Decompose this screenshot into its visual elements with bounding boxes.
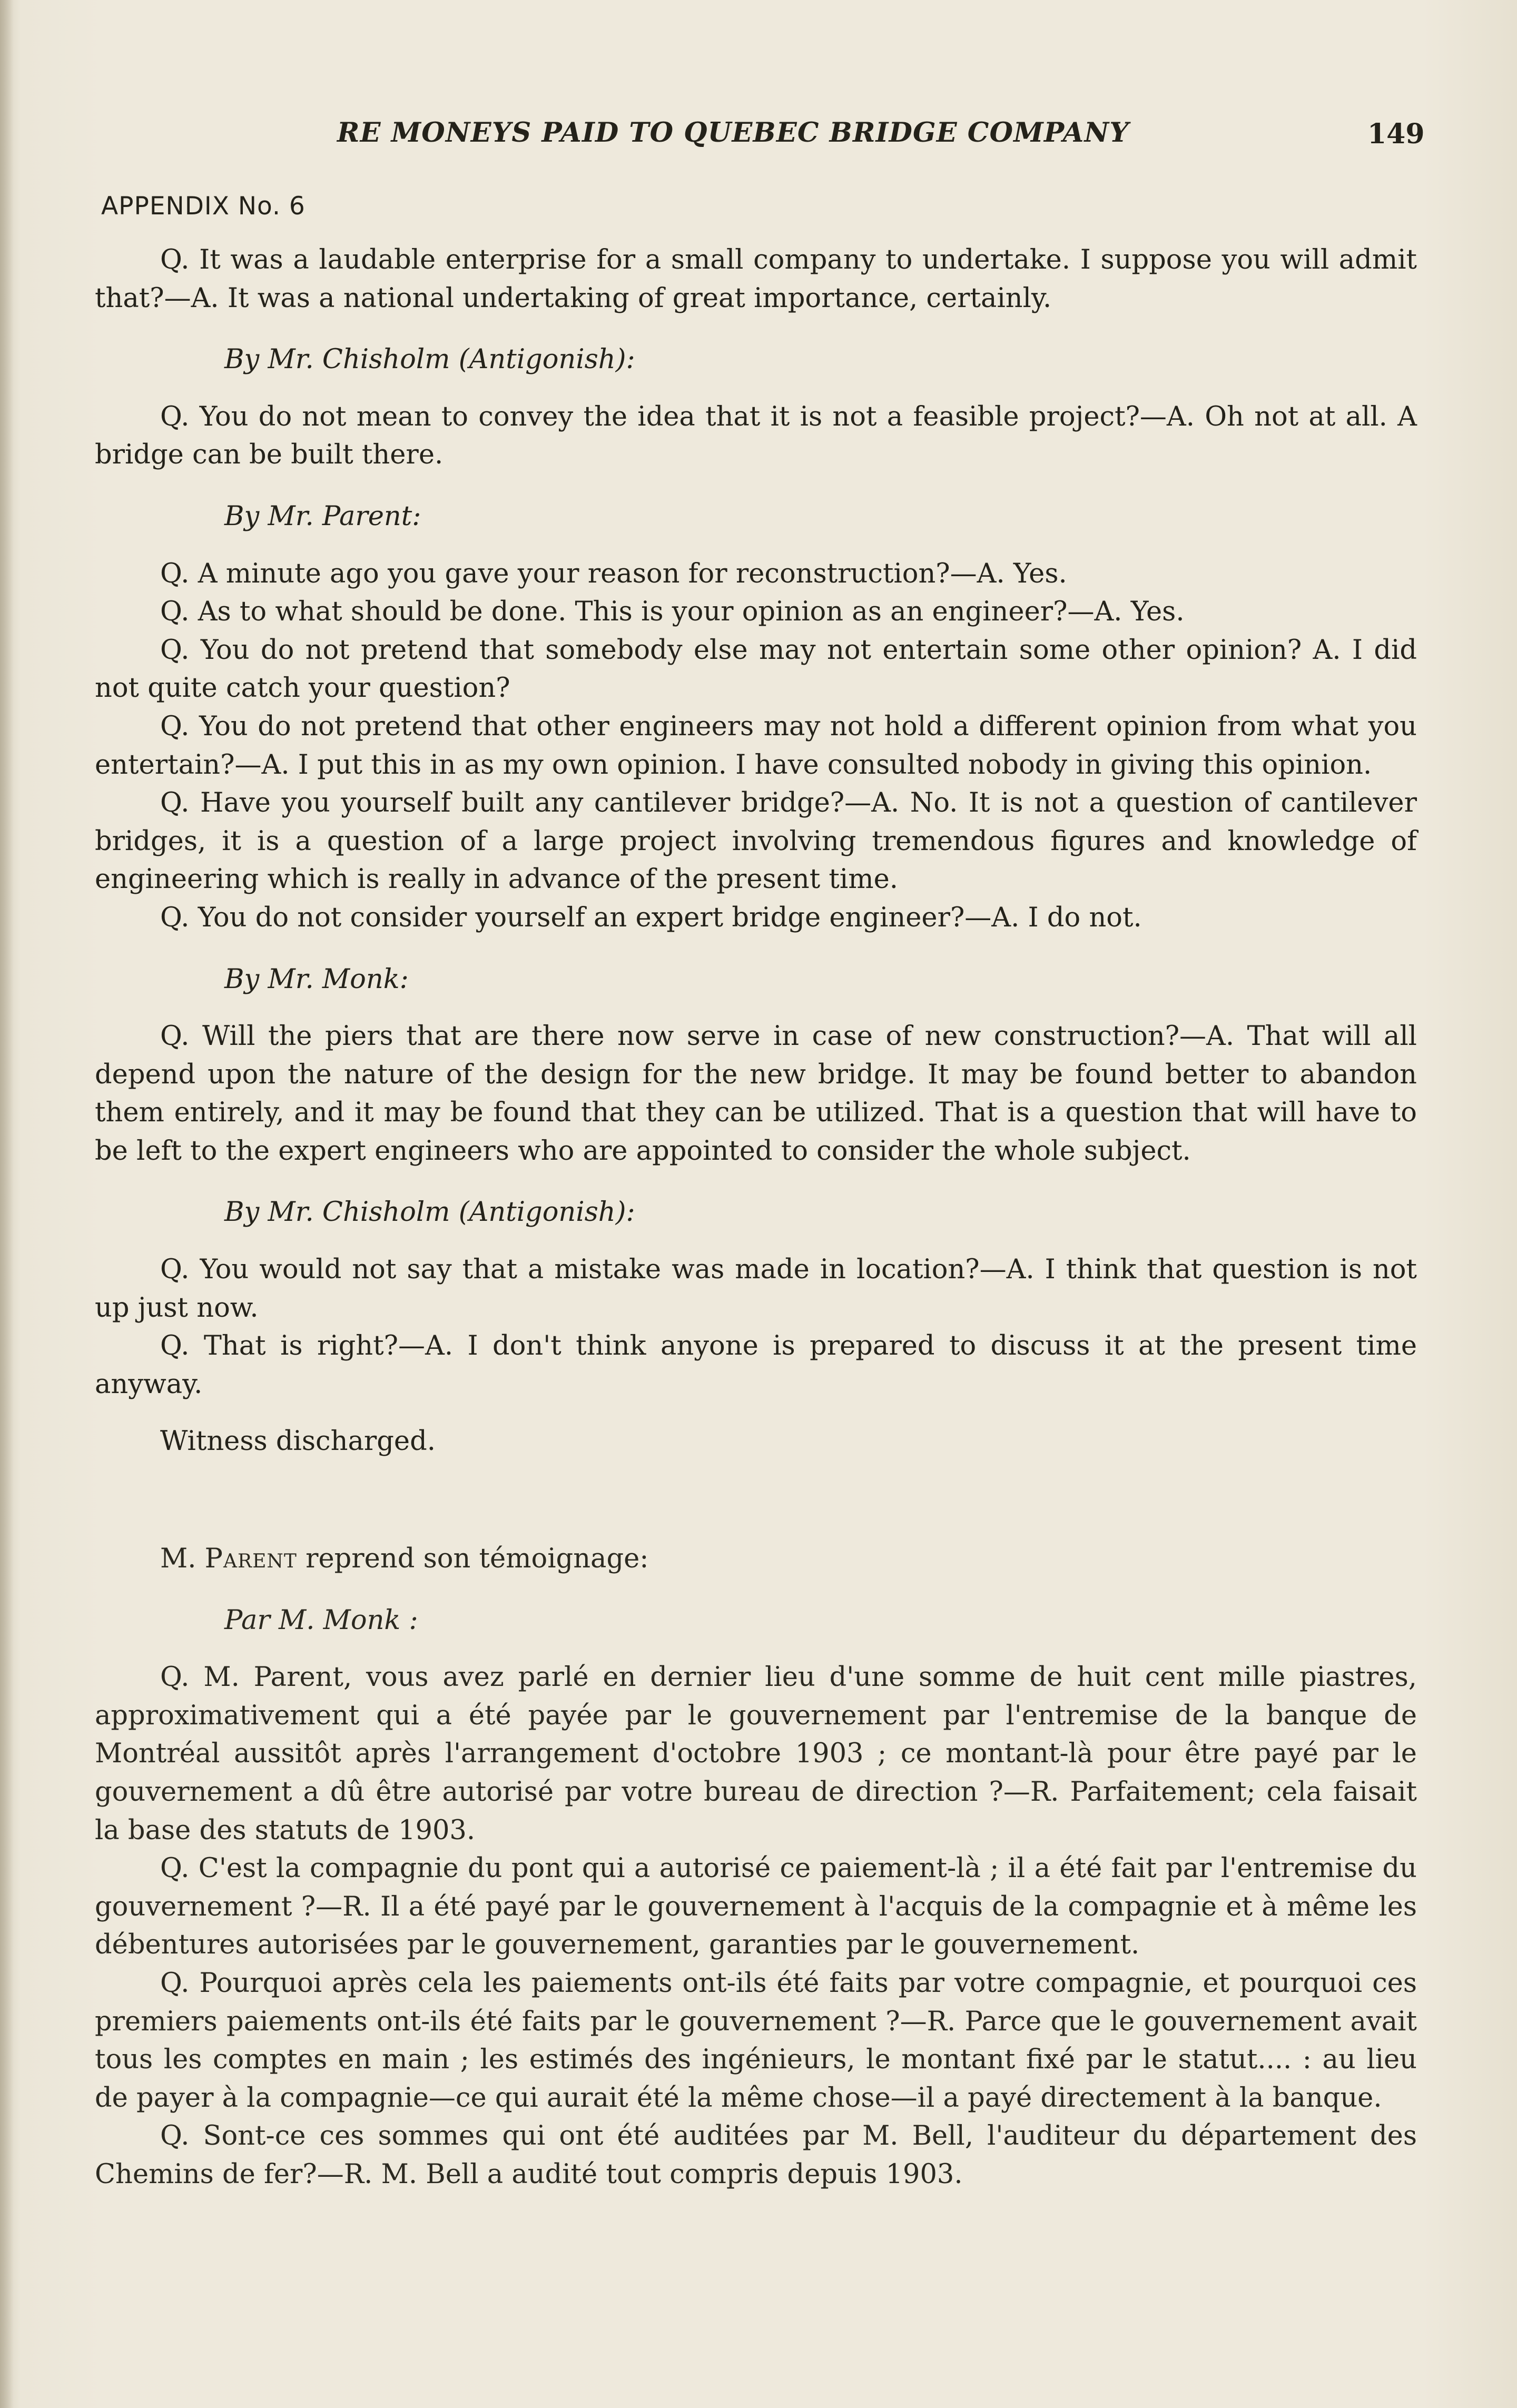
paragraph: Q. You would not say that a mistake was made in location?—A. I think that question is not up just now. [95,1254,1417,1324]
paragraph: Q. That is right?—A. I don't think anyone is prepared to discuss it at the present time anyway. [95,1330,1417,1400]
paragraph: Q. You do not pretend that somebody else may not entertain some other opinion? A. I did not quite catch your question? [95,634,1417,704]
paragraph: Q. C'est la compagnie du pont qui a autorisé ce paiement-là ; il a été fait par l'entremise du gouvernement ?—R. Il a été payé par le gouvernement à l'acquis de la compagnie et à même les débentures autorisées par le gouvernement, garanties par le gouvernement. [95,1853,1417,1961]
paragraph: Q. M. Parent, vous avez parlé en dernier lieu d'une somme de huit cent mille piastres, approximativement qui a été payée par le gouvernement par l'entremise de la banque de Montréal aussitôt après l'arrangement d'octobre 1903 ; ce montant-là pour être payé par le gouvernement a dû être autorisé par votre bureau de direction ?—R. Parfaitement; cela faisait la base des statuts de 1903. [95,1662,1417,1846]
page-number: 149 [1367,118,1425,150]
speaker-heading: By Mr. Parent: [224,500,421,532]
paragraph: Q. Sont-ce ces sommes qui ont été auditées par M. Bell, l'auditeur du département des Chemins de fer?—R. M. Bell a audité tout compris depuis 1903. [95,2120,1417,2190]
appendix-label: APPENDIX No. 6 [101,192,306,221]
paragraph: Q. Pourquoi après cela les paiements ont-ils été faits par votre compagnie, et pourquoi ces premiers paiements ont-ils été faits par le gouvernement ?—R. Parce que le gouvernement avait tous les comptes en main ; les estimés des ingénieurs, le montant fixé par le statut.... : au lieu de payer à la compagnie—ce qui aurait été la même chose—il a payé directement à la banque. [95,1967,1417,2114]
speaker-heading: By Mr. Chisholm (Antigonish): [224,344,635,376]
witness-discharged-note: Witness discharged. [160,1426,436,1457]
running-title: RE MONEYS PAID TO QUEBEC BRIDGE COMPANY [337,117,1129,149]
paragraph: Q. As to what should be done. This is your opinion as an engineer?—A. Yes. [160,596,1185,628]
paragraph: Q. You do not consider yourself an expert bridge engineer?—A. I do not. [160,902,1142,933]
binding-shadow [0,0,14,2408]
resume-heading [95,1540,1417,1578]
section-gap [95,1461,1417,1540]
paragraph: Q. Have you yourself built any cantilever bridge?—A. No. It is not a question of cantilever bridges, it is a question of a large project involving tremendous figures and knowledge of engineering which is really in advance of the present time. [95,787,1417,895]
french-section [95,1540,1417,2194]
paragraph: Q. Will the piers that are there now serve in case of new construction?—A. That will all depend upon the nature of the design for the new bridge. It may be found better to abandon them entirely, and it may be found that they can be utilized. That is a question that will have to be left to the expert engineers who are appointed to consider the whole subject. [95,1021,1417,1167]
resume-prefix: M. [160,1543,196,1575]
paragraph: Q. You do not mean to convey the idea that it is not a feasible project?—A. Oh not at all. A bridge can be built there. [95,401,1417,471]
resume-rest: reprend son témoignage: [306,1543,649,1575]
speaker-heading: Par M. Monk : [224,1604,418,1636]
testimony-body [95,241,1417,2194]
paragraph: Q. It was a laudable enterprise for a small company to undertake. I suppose you will admit that?—A. It was a national undertaking of great importance, certainly. [95,244,1417,314]
paragraph: Q. You do not pretend that other engineers may not hold a different opinion from what you entertain?—A. I put this in as my own opinion. I have consulted nobody in giving this opinion. [95,710,1417,781]
resume-name: Parent [204,1543,297,1575]
speaker-heading: By Mr. Chisholm (Antigonish): [224,1197,635,1228]
speaker-heading: By Mr. Monk: [224,963,409,995]
paragraph: Q. A minute ago you gave your reason for reconstruction?—A. Yes. [160,558,1067,589]
